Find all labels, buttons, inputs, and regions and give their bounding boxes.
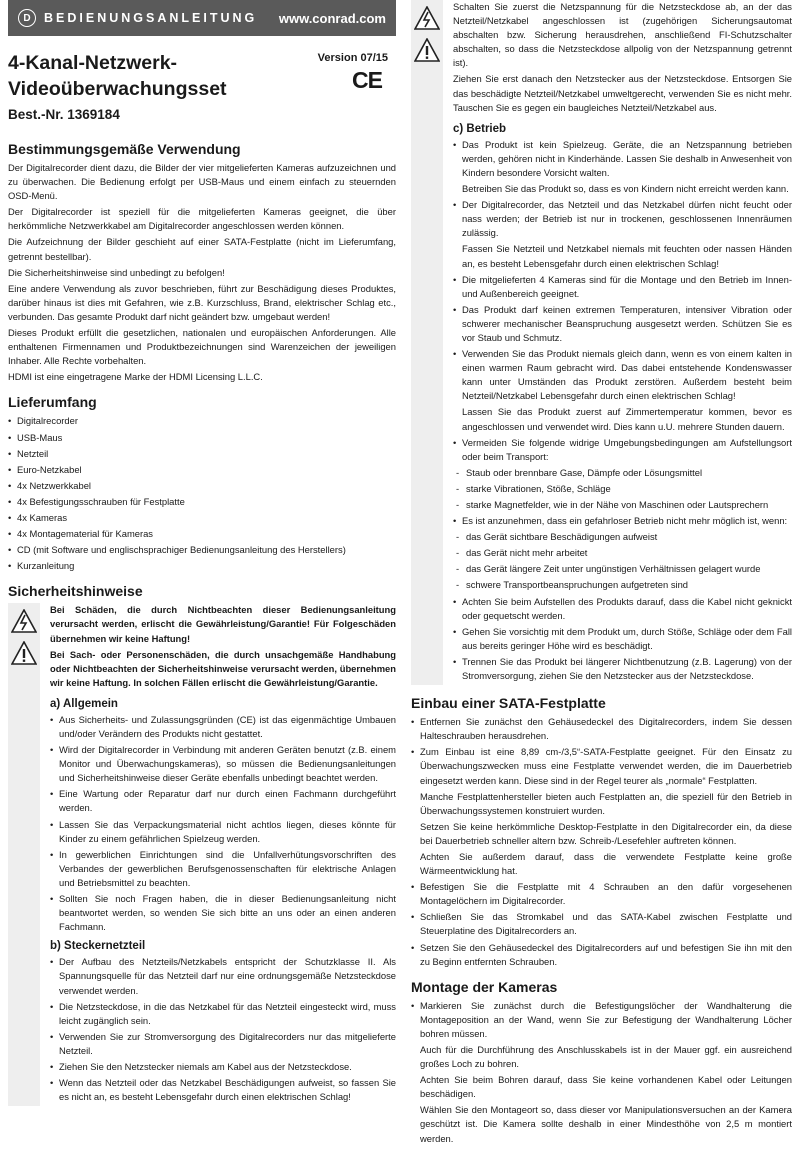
list-item: • Zum Einbau ist eine 8,89 cm-/3,5“-SATA-Festplatte geeignet. Für den Einsatz zu Überwachungszwecken muss eine Festplatte verwendet werden, die im Dauerbetrieb eingesetzt werden kann. Diese sind in der Regel teurer als „normale“ Festplatten.	[411, 745, 792, 787]
list-item: • Trennen Sie das Produkt bei längerer Nichtbenutzung (z.B. Lagerung) von der Stromversorgung, ziehen Sie den Netzstecker aus der Netzsteckdose.	[453, 655, 792, 683]
title-block	[8, 36, 396, 131]
list-item: • Gehen Sie vorsichtig mit dem Produkt um, durch Stöße, Schläge oder dem Fall aus bereits geringer Höhe wird es beschädigt.	[453, 625, 792, 653]
list-item: • Kurzanleitung	[8, 559, 396, 573]
list-item-continuation: Achten Sie beim Bohren darauf, dass Sie keine vorhandenen Kabel oder Leitungen beschädigen.	[420, 1074, 792, 1100]
list-item: • Wenn das Netzteil oder das Netzkabel Beschädigungen aufweist, so fassen Sie es nicht an, es besteht Lebensgefahr durch einen elektrischen Schlag!	[50, 1076, 396, 1104]
list-item: • Schließen Sie das Stromkabel und das SATA-Kabel zwischen Festplatte und Steuerplatine des Digitalrecorders an.	[411, 910, 792, 938]
dash-item: - das Gerät längere Zeit unter ungünstigen Verhältnissen gelagert wurde	[453, 562, 792, 576]
section-scope-of-delivery	[8, 394, 396, 573]
list-item: • Aus Sicherheits- und Zulassungsgründen (CE) ist das eigenmächtige Umbauen und/oder Verändern des Produkts nicht gestattet.	[50, 713, 396, 741]
subsection-heading: b) Steckernetzteil	[50, 940, 146, 953]
section-safety	[8, 583, 396, 1106]
list-item-continuation: Lassen Sie das Produkt zuerst auf Zimmertemperatur kommen, bevor es angeschlossen und verwendet wird. Dies kann u.U. mehrere Stunden dauern.	[462, 406, 792, 432]
list-item: • Die mitgelieferten 4 Kameras sind für die Montage und den Betrieb im Innen- und Außenbereich geeignet.	[453, 273, 792, 301]
list-item: • Das Produkt ist kein Spielzeug. Geräte, die an Netzspannung betrieben werden, gehören nicht in Kinderhände. Lassen Sie deshalb in Anwesenheit von Kindern besondere Vorsicht walten.	[453, 138, 792, 180]
warning-text: Bei Sach- oder Personenschäden, die durch unsachgemäße Handhabung oder Nichtbeachten der Sicherheitshinweise verursacht werden, übernehmen wir keine Haftung. In solchen Fällen erlischt die Gewährleistung/Garantie.	[50, 648, 396, 688]
list-item: • Entfernen Sie zunächst den Gehäusedeckel des Digitalrecorders, indem Sie dessen Halteschrauben herausdrehen.	[411, 715, 792, 743]
list-item: • Euro-Netzkabel	[8, 463, 396, 477]
list-item: • Befestigen Sie die Festplatte mit 4 Schrauben an den dafür vorgesehenen Montagelöchern im Digitalrecorder.	[411, 880, 792, 908]
left-column	[8, 0, 396, 1106]
list-item: • Achten Sie beim Aufstellen des Produkts darauf, dass die Kabel nicht geknickt oder gequetscht werden.	[453, 595, 792, 623]
exclamation-warning-icon	[11, 641, 37, 665]
section-heading: Sicherheitshinweise	[8, 583, 143, 600]
list-item-continuation: Setzen Sie keine herkömmliche Desktop-Festplatte in den Digitalrecorder ein, da diese bei Dauerbetrieb schneller altern bzw. Schreib-/Lesefehler auftreten können.	[420, 820, 792, 846]
list-item: • Es ist anzunehmen, dass ein gefahrloser Betrieb nicht mehr möglich ist, wenn:	[453, 514, 792, 528]
paragraph: Schalten Sie zuerst die Netzspannung für die Netzsteckdose ab, an der das Netzteil/Netzkabel angeschlossen ist (zugehörigen Sicherungsautomat abschalten bzw. Sicherung herausdrehen, anschließend FI-Schutzschalter abschalten, so dass die Netzsteckdose allpolig von der Netzspannung getrennt ist).	[453, 1, 792, 69]
page-title: 4-Kanal-Netzwerk-Videoüberwachungsset	[8, 52, 227, 100]
list-item: • In gewerblichen Einrichtungen sind die Unfallverhütungsvorschriften des Verbandes der gewerblichen Berufsgenossenschaften für elektrische Anlagen und Betriebsmittel zu beachten.	[50, 848, 396, 890]
paragraph: Der Digitalrecorder ist speziell für die mitgelieferten Kameras geeignet, die über herkömmliche Netzwerkkabel am Digitalrecorder angeschlossen werden können.	[8, 206, 396, 232]
list-item: • Verwenden Sie zur Stromversorgung des Digitalrecorders nur das mitgelieferte Netzteil.	[50, 1030, 396, 1058]
dash-item: - das Gerät nicht mehr arbeitet	[453, 546, 792, 560]
ce-mark: CE	[352, 67, 382, 93]
list-item: • Wird der Digitalrecorder in Verbindung mit anderen Geräten benutzt (z.B. einem Monitor und Überwachungskameras), so müssen die Bedienungsanleitungen und Sicherheitshinweise dieser Geräte ebenfalls unbedingt beachtet werden.	[50, 743, 396, 785]
list-item-continuation: Fassen Sie Netzteil und Netzkabel niemals mit feuchten oder nassen Händen an, es besteht Lebensgefahr durch einen elektrischen Schlag!	[462, 243, 792, 269]
list-item-continuation: Wählen Sie den Montageort so, dass dieser vor Manipulationsversuchen an der Kamera geschützt ist. Die Kamera sollte deshalb in einer Mindesthöhe von 2,5 m montiert werden.	[420, 1104, 792, 1144]
header-label: BEDIENUNGSANLEITUNG	[44, 11, 258, 25]
electric-shock-warning-icon	[414, 6, 440, 30]
dash-item: - das Gerät sichtbare Beschädigungen aufweist	[453, 530, 792, 544]
list-item: • Ziehen Sie den Netzstecker niemals am Kabel aus der Netzsteckdose.	[50, 1060, 396, 1074]
exclamation-warning-icon	[414, 38, 440, 62]
dash-item: - Staub oder brennbare Gase, Dämpfe oder Lösungsmittel	[453, 466, 792, 480]
list-item-continuation: Achten Sie außerdem darauf, dass die verwendete Festplatte keine große Wärmeentwicklung hat.	[420, 850, 792, 877]
right-column	[411, 0, 792, 1148]
list-item: • Netzteil	[8, 447, 396, 461]
list-item-continuation: Betreiben Sie das Produkt so, dass es von Kindern nicht erreicht werden kann.	[462, 183, 789, 195]
list-item-continuation: Manche Festplattenhersteller bieten auch Festplatten an, die speziell für den Betrieb in Überwachungssystemen konstruiert wurden.	[420, 790, 792, 816]
order-number: Best.-Nr. 1369184	[8, 107, 120, 122]
list-item: • Sollten Sie noch Fragen haben, die in dieser Bedienungsanleitung nicht beantwortet werden, so wenden Sie sich bitte an uns oder an einen anderen Fachmann.	[50, 892, 396, 934]
dash-item: - starke Vibrationen, Stöße, Schläge	[453, 482, 792, 496]
list-item: • Die Netzsteckdose, in die das Netzkabel für das Netzteil eingesteckt wird, muss leicht zugänglich sein.	[50, 1000, 396, 1028]
list-item: • Digitalrecorder	[8, 414, 396, 428]
paragraph: Die Sicherheitshinweise sind unbedingt zu befolgen!	[8, 266, 225, 278]
list-item: • Der Digitalrecorder, das Netzteil und das Netzkabel dürfen nicht feucht oder nass werden; der Betrieb ist nur in trockenen, geschlossenen Innenräumen zulässig.	[453, 198, 792, 240]
paragraph: Die Aufzeichnung der Bilder geschieht auf einer SATA-Festplatte (nicht im Lieferumfang, getrennt bestellbar).	[8, 236, 396, 262]
paragraph: Der Digitalrecorder dient dazu, die Bilder der vier mitgelieferten Kameras aufzuzeichnen und zu überwachen. Die Bedienung erfolgt per USB-Maus und einem einfach zu steuernden OSD-Menü.	[8, 162, 396, 202]
section-sata-install	[411, 695, 792, 969]
paragraph: Ziehen Sie erst danach den Netzstecker aus der Netzsteckdose. Entsorgen Sie das beschädigte Netzteil/Netzkabel umweltgerecht, verwenden Sie es nicht mehr. Tauschen Sie es gegen ein baugleiches Netzteil/Netzkabel aus.	[453, 73, 792, 113]
list-item: • Lassen Sie das Verpackungsmaterial nicht achtlos liegen, dieses könnte für Kinder zu einem gefährlichen Spielzeug werden.	[50, 818, 396, 846]
section-heading: Bestimmungsgemäße Verwendung	[8, 141, 241, 157]
warning-text: Bei Schäden, die durch Nichtbeachten dieser Bedienungsanleitung verursacht werden, erlischt die Gewährleistung/Garantie! Für Folgeschäden übernehmen wir keine Haftung!	[50, 604, 396, 644]
list-item: • USB-Maus	[8, 431, 396, 445]
list-item: • Markieren Sie zunächst durch die Befestigungslöcher der Wandhalterung die Montageposition an der Wand, wenn Sie zur Befestigung der Wandhalterung Löcher bohren müssen.	[411, 999, 792, 1041]
version-label: Version 07/15	[317, 52, 388, 64]
warning-icon-strip	[8, 603, 40, 1106]
list-item: • 4x Netzwerkkabel	[8, 479, 396, 493]
list-item: • 4x Kameras	[8, 511, 396, 525]
subsection-heading: c) Betrieb	[453, 122, 507, 135]
paragraph: Eine andere Verwendung als zuvor beschrieben, führt zur Beschädigung dieses Produktes, darüber hinaus ist dies mit Gefahren, wie z.B. Kurzschluss, Brand, elektrischer Schlag etc., verbunden. Das gesamte Produkt darf nicht geändert bzw. umgebaut werden!	[8, 282, 396, 322]
list-item: • 4x Montagematerial für Kameras	[8, 527, 396, 541]
section-heading: Einbau einer SATA-Festplatte	[411, 695, 606, 712]
subsection-heading: a) Allgemein	[50, 697, 118, 710]
section-intended-use	[8, 141, 396, 384]
dash-item: - starke Magnetfelder, wie in der Nähe von Maschinen oder Lautsprechern	[453, 498, 792, 512]
list-item: • Verwenden Sie das Produkt niemals gleich dann, wenn es von einem kalten in einen warmen Raum gebracht wird. Das dabei entstehende Kondenswasser kann unter Umständen das Produkt zerstören. Außerdem besteht beim Netzteil/Netzkabel Lebensgefahr durch einen elektrischen Schlag!	[453, 347, 792, 403]
list-item: • CD (mit Software und englischsprachiger Bedienungsanleitung des Herstellers)	[8, 543, 396, 557]
list-item: • Der Aufbau des Netzteils/Netzkabels entspricht der Schutzklasse II. Als Spannungsquelle für das Netzteil darf nur eine ordnungsgemäße Netzsteckdose verwendet werden.	[50, 955, 396, 997]
language-badge: D	[18, 9, 36, 27]
section-heading: Lieferumfang	[8, 394, 97, 411]
list-item-continuation: Auch für die Durchführung des Anschlusskabels ist in der Mauer ggf. ein ausreichend großes Loch zu bohren.	[420, 1044, 792, 1070]
electric-shock-warning-icon	[11, 609, 37, 633]
list-item: • Das Produkt darf keinen extremen Temperaturen, intensiver Vibration oder schwerer mechanischer Beanspruchung ausgesetzt werden. Schützen Sie es vor Staub und Schmutz.	[453, 303, 792, 345]
list-item: • Eine Wartung oder Reparatur darf nur durch einen Fachmann durchgeführt werden.	[50, 787, 396, 815]
warning-icon-strip	[411, 0, 443, 685]
right-warning-block	[411, 0, 792, 685]
section-camera-mounting	[411, 979, 792, 1146]
manual-header-bar	[8, 0, 396, 36]
section-heading: Montage der Kameras	[411, 978, 558, 995]
paragraph: HDMI ist eine eingetragene Marke der HDMI Licensing L.L.C.	[8, 371, 263, 383]
header-website: www.conrad.com	[278, 10, 386, 26]
paragraph: Dieses Produkt erfüllt die gesetzlichen, nationalen und europäischen Anforderungen. Alle enthaltenen Firmennamen und Produktbezeichnungen sind Warenzeichen der jeweiligen Inhaber. Alle Rechte vorbehalten.	[8, 327, 396, 367]
dash-item: - schwere Transportbeanspruchungen aufgetreten sind	[453, 578, 792, 592]
list-item: • Setzen Sie den Gehäusedeckel des Digitalrecorders auf und befestigen Sie ihn mit den zu Beginn entfernten Schrauben.	[411, 941, 792, 969]
list-item: • Vermeiden Sie folgende widrige Umgebungsbedingungen am Aufstellungsort oder beim Transport:	[453, 436, 792, 464]
list-item: • 4x Befestigungsschrauben für Festplatte	[8, 495, 396, 509]
